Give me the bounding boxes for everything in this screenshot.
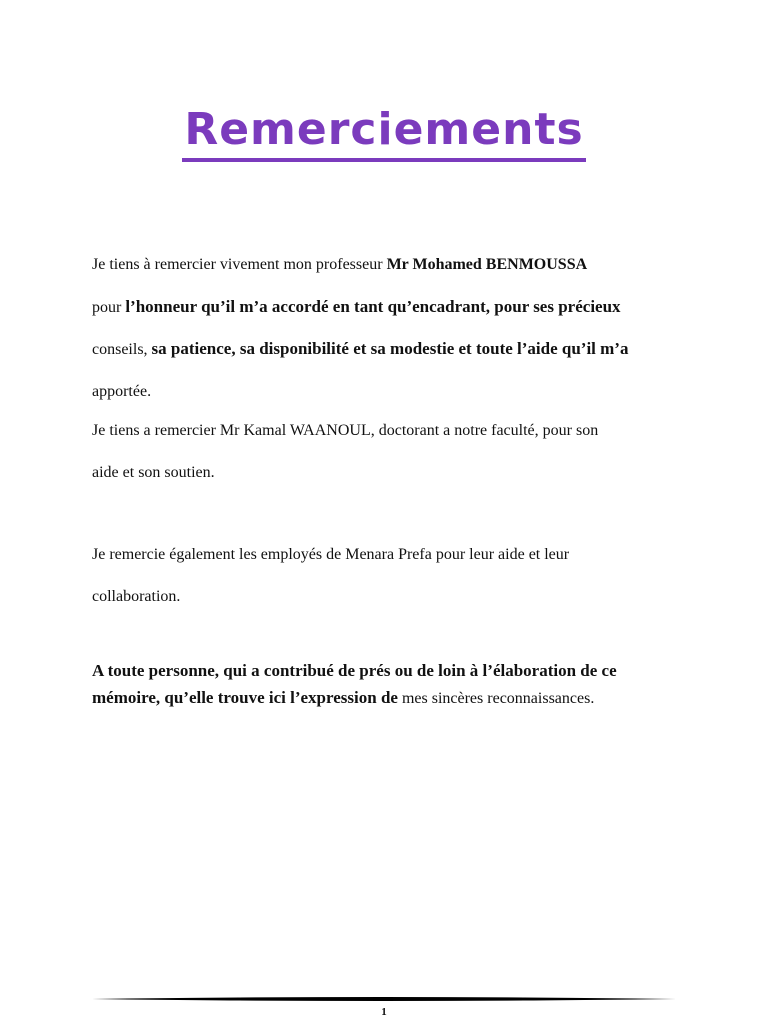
footer-divider	[92, 996, 676, 1002]
text-run: pour	[92, 298, 126, 316]
text-run-bold: mémoire, qu’elle trouve ici l’expression de	[92, 688, 398, 707]
text-run: mes sincères reconnaissances.	[397, 690, 595, 707]
page-number: 1	[381, 1006, 387, 1018]
text-line: aide et son soutien.	[92, 463, 215, 481]
text-run: conseils,	[92, 341, 152, 358]
paragraph-thanks-doctorant	[92, 410, 692, 493]
title-text: Remerciements	[182, 104, 585, 162]
paragraph-thanks-employees	[92, 534, 692, 617]
text-line	[92, 684, 692, 712]
paragraph-thanks-professor	[92, 244, 692, 412]
text-line: A toute personne, qui a contribué de prés ou de loin à l’élaboration de ce	[92, 661, 617, 680]
text-run: Je tiens à remercier vivement mon professeur	[92, 256, 387, 273]
text-line	[92, 286, 692, 329]
text-line	[92, 244, 692, 286]
text-line	[92, 328, 692, 371]
page-title	[0, 104, 768, 162]
text-line: apportée.	[92, 382, 152, 400]
paragraph-thanks-everyone	[92, 657, 692, 712]
text-run-bold: l’honneur qu’il m’a accordé en tant qu’encadrant, pour ses précieux	[125, 296, 621, 316]
text-line: Je tiens a remercier Mr Kamal WAANOUL, doctorant a notre faculté, pour son	[92, 422, 599, 439]
text-run-bold: sa patience, sa disponibilité et sa modestie et toute l’aide qu’il m’a	[151, 339, 629, 358]
text-line: collaboration.	[92, 587, 181, 605]
text-line: Je remercie également les employés de Menara Prefa pour leur aide et leur	[92, 546, 570, 563]
professor-name: Mr Mohamed BENMOUSSA	[386, 256, 588, 273]
